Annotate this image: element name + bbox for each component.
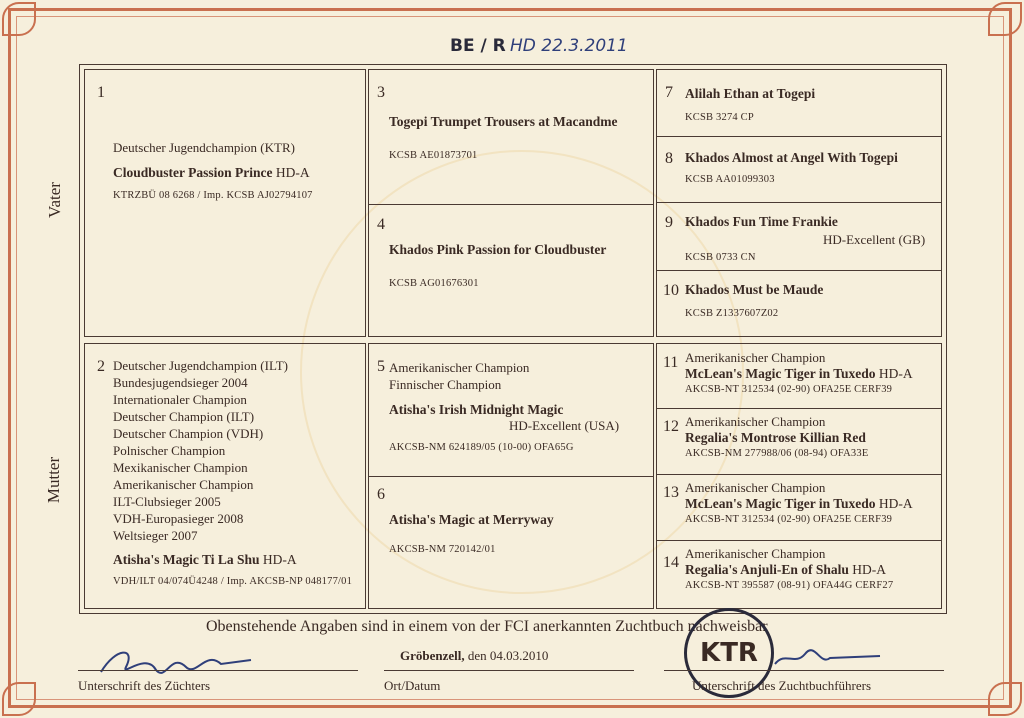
registration: KCSB AE01873701 <box>389 150 478 161</box>
breeder-label: Unterschrift des Züchters <box>78 678 211 693</box>
cell-number: 1 <box>97 84 105 101</box>
dog-name: Khados Must be Maude <box>685 282 824 297</box>
dog-name: Regalia's Montrose Killian Red <box>685 430 866 445</box>
registration: KCSB Z1337607Z02 <box>685 308 779 319</box>
cell-number: 14 <box>663 554 679 571</box>
breeder-signature <box>96 642 256 682</box>
cell-number: 3 <box>377 84 385 101</box>
registration: AKCSB-NM 720142/01 <box>389 544 496 555</box>
divider <box>657 202 941 203</box>
cell-number: 7 <box>665 84 673 101</box>
cell-number: 4 <box>377 216 385 233</box>
side-label-vater: Vater <box>45 182 64 218</box>
cell-2 <box>84 343 366 609</box>
pedigree-table <box>79 64 947 614</box>
dog-name: Togepi Trumpet Trousers at Macandme <box>389 114 618 129</box>
registration: AKCSB-NM 277988/06 (08-94) OFA33E <box>685 448 869 459</box>
dog-name: Regalia's Anjuli-En of Shalu HD-A <box>685 562 887 577</box>
cell-1 <box>84 69 366 337</box>
dog-name: Khados Almost at Angel With Togepi <box>685 150 898 165</box>
registration: AKCSB-NT 395587 (08-91) OFA44G CERF27 <box>685 580 894 591</box>
hd-result: HD-Excellent (GB) <box>823 232 926 247</box>
stamp-text: KTR <box>700 638 758 668</box>
divider <box>657 136 941 137</box>
registration: KCSB AG01676301 <box>389 278 479 289</box>
dog-name: McLean's Magic Tiger in Tuxedo HD-A <box>685 496 913 511</box>
dog-name: Khados Fun Time Frankie <box>685 214 838 229</box>
place-date-label: Ort/Datum <box>384 678 441 693</box>
registration: KCSB 3274 CP <box>685 112 754 123</box>
fci-note: Obenstehende Angaben sind in einem von der FCI anerkannten Zuchtbuch nachweisbar <box>206 618 768 635</box>
title: VDH-Europasieger 2008 <box>113 511 244 526</box>
corner-ornament-bl <box>2 682 36 716</box>
corner-ornament-br <box>988 682 1022 716</box>
title: Amerikanischer Champion <box>685 350 826 365</box>
place-line <box>384 670 634 671</box>
cell-number: 12 <box>663 418 679 435</box>
title: Amerikanischer Champion <box>685 414 826 429</box>
registrar-label: Unterschrift des Zuchtbuchführers <box>692 678 872 693</box>
header-stamp: BE / R <box>450 36 506 56</box>
title: Mexikanischer Champion <box>113 460 248 475</box>
registration: AKCSB-NT 312534 (02-90) OFA25E CERF39 <box>685 384 893 395</box>
title: Amerikanischer Champion <box>389 360 530 375</box>
cell-number: 9 <box>665 214 673 231</box>
registration: KCSB AA01099303 <box>685 174 775 185</box>
registration: KTRZBÜ 08 6268 / Imp. KCSB AJ02794107 <box>113 190 313 201</box>
dog-name: Atisha's Irish Midnight Magic <box>389 402 564 417</box>
title: Amerikanischer Champion <box>685 480 826 495</box>
dog-name: Atisha's Magic Ti La Shu HD-A <box>113 552 297 567</box>
title: Internationaler Champion <box>113 392 247 407</box>
cell-number: 8 <box>665 150 673 167</box>
cell-number: 10 <box>663 282 679 299</box>
cells-7-10 <box>656 69 942 337</box>
registration: AKCSB-NM 624189/05 (10-00) OFA65G <box>389 442 574 453</box>
divider <box>657 474 941 475</box>
title: Deutscher Champion (ILT) <box>113 409 255 424</box>
title: Amerikanischer Champion <box>685 546 826 561</box>
registrar-sig-line <box>664 670 944 671</box>
corner-ornament-tr <box>988 2 1022 36</box>
dog-name: Khados Pink Passion for Cloudbuster <box>389 242 607 257</box>
cells-3-4 <box>368 69 654 337</box>
title: Amerikanischer Champion <box>113 477 254 492</box>
dog-name: Cloudbuster Passion Prince HD-A <box>113 165 310 180</box>
cell-number: 2 <box>97 358 105 375</box>
cell-number: 11 <box>663 354 679 371</box>
header-handwriting: HD 22.3.2011 <box>510 36 628 56</box>
title: Weltsieger 2007 <box>113 528 198 543</box>
cells-11-14 <box>656 343 942 609</box>
divider <box>369 476 653 477</box>
cell-number: 13 <box>663 484 679 501</box>
title: Deutscher Jugendchampion (KTR) <box>113 140 295 155</box>
dog-name: Atisha's Magic at Merryway <box>389 512 554 527</box>
dog-name: McLean's Magic Tiger in Tuxedo HD-A <box>685 366 913 381</box>
title: Deutscher Jugendchampion (ILT) <box>113 358 288 373</box>
title: Polnischer Champion <box>113 443 226 458</box>
divider <box>657 540 941 541</box>
cell-number: 5 <box>377 358 385 375</box>
breeder-sig-line <box>78 670 358 671</box>
place-date: Gröbenzell, den 04.03.2010 <box>400 648 549 663</box>
title: Bundesjugendsieger 2004 <box>113 375 248 390</box>
hd-result: HD-Excellent (USA) <box>509 418 620 433</box>
registration: VDH/ILT 04/074Ü4248 / Imp. AKCSB-NP 048177/01 <box>113 576 353 587</box>
title: Finnischer Champion <box>389 377 502 392</box>
registration: KCSB 0733 CN <box>685 252 756 263</box>
side-label-mutter: Mutter <box>44 456 63 504</box>
dog-name: Alilah Ethan at Togepi <box>685 86 816 101</box>
divider <box>657 408 941 409</box>
title: ILT-Clubsieger 2005 <box>113 494 221 509</box>
title: Deutscher Champion (VDH) <box>113 426 264 441</box>
cells-5-6 <box>368 343 654 609</box>
divider <box>657 270 941 271</box>
cell-number: 6 <box>377 486 385 503</box>
divider <box>369 204 653 205</box>
corner-ornament-tl <box>2 2 36 36</box>
registration: AKCSB-NT 312534 (02-90) OFA25E CERF39 <box>685 514 893 525</box>
